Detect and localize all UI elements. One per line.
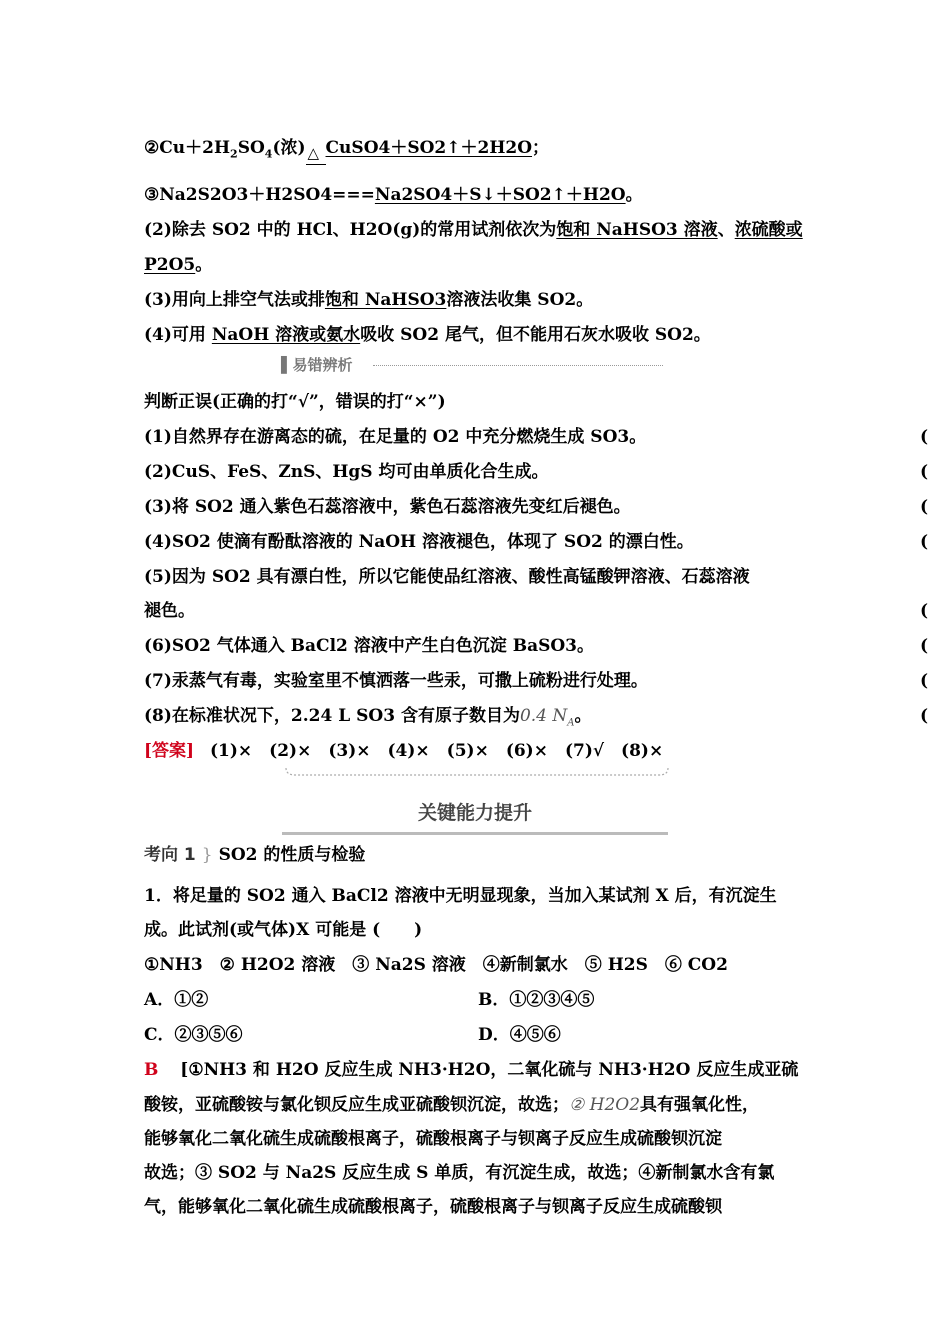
para3-end: 溶液法收集 SO2。 <box>446 290 594 310</box>
para-4 <box>144 323 711 347</box>
section-title: ▌易错辨析 <box>281 356 353 374</box>
choice-a: A．①② <box>144 990 209 1010</box>
delta-symbol: △ <box>307 144 320 162</box>
para2-reagent1: 饱和 NaHSO3 溶液 <box>556 220 718 240</box>
topic-label: 考向 1 <box>144 845 196 865</box>
answer-label: [答案] <box>144 741 195 761</box>
banner-title: 关键能力提升 <box>417 802 532 824</box>
judge-item-4: (4)SO2 使滴有酚酞溶液的 NaOH 溶液褪色，体现了 SO2 的漂白性。 <box>144 532 694 552</box>
section-title-text: 易错辨析 <box>292 356 353 374</box>
eq2-so: SO <box>237 138 265 158</box>
judge-title: 判断正误(正确的打“√”，错误的打“×”) <box>144 392 446 412</box>
para-2-line1 <box>144 218 803 242</box>
judge-paren-3: ( <box>920 497 929 517</box>
para2-end: 。 <box>195 255 213 275</box>
judge-paren-5: ( <box>920 601 929 621</box>
para4-end: 吸收 SO2 尾气，但不能用石灰水吸收 SO2。 <box>360 325 711 345</box>
judge-item-3: (3)将 SO2 通入紫色石蕊溶液中，紫色石蕊溶液先变红后褪色。 <box>144 497 631 517</box>
eq2-product: CuSO4＋SO2↑＋2H2O <box>325 138 533 158</box>
para2-reagent3: P2O5 <box>144 255 196 275</box>
eq2-sub: 2 <box>230 147 238 161</box>
para2-reagent2: 浓硫酸或 <box>734 220 803 240</box>
eq3-end: 。 <box>625 185 643 205</box>
judge-item-8 <box>144 704 592 728</box>
section-dots <box>373 365 663 366</box>
solution-answer: B <box>144 1060 159 1080</box>
judge-paren-2: ( <box>920 462 929 482</box>
para3-text: (3)用向上排空气法或排 <box>144 290 325 310</box>
topic-brace: } <box>201 845 213 865</box>
judge-item-1: (1)自然界存在游离态的硫，在足量的 O2 中充分燃烧生成 SO3。 <box>144 427 647 447</box>
answer-line <box>144 739 663 763</box>
judge-item-7: (7)汞蒸气有毒，实验室里不慎洒落一些汞，可撒上硫粉进行处理。 <box>144 671 648 691</box>
eq2-sub4: 4 <box>264 147 273 161</box>
question-1-line2: 成。此试剂(或气体)X 可能是 ( ) <box>144 920 423 940</box>
eq2-conc: (浓) <box>272 138 306 158</box>
para4-text: (4)可用 <box>144 325 212 345</box>
judge-paren-8: ( <box>920 706 929 726</box>
eq2-prefix: ②Cu＋2H <box>144 138 231 158</box>
topic-heading <box>144 842 365 868</box>
solution-line4: 故选；③ SO2 与 Na2S 反应生成 S 单质，有沉淀生成，故选；④新制氯水含有氯 <box>144 1163 775 1183</box>
solution-line2 <box>144 1093 759 1117</box>
para2-sep: 、 <box>717 220 735 240</box>
para3-under: 饱和 NaHSO3 <box>324 290 447 310</box>
judge-item-2: (2)CuS、FeS、ZnS、HgS 均可由单质化合生成。 <box>144 462 549 482</box>
solution-line5: 气，能够氧化二氧化硫生成硫酸根离子，硫酸根离子与钡离子反应生成硫酸钡 <box>144 1197 722 1217</box>
key-ability-banner <box>282 796 668 835</box>
eq2-end: ； <box>532 138 550 158</box>
answer-text: (1)× (2)× (3)× (4)× (5)× (6)× (7)√ (8)× <box>210 741 664 761</box>
choice-c: C．②③⑤⑥ <box>144 1025 243 1045</box>
judge-item-5: (5)因为 SO2 具有漂白性，所以它能使品红溶液、酸性高锰酸钾溶液、石蕊溶液 <box>144 567 750 587</box>
judge-paren-4: ( <box>920 532 929 552</box>
question-1-line1: 1．将足量的 SO2 通入 BaCl2 溶液中无明显现象，当加入某试剂 X 后，有沉淀生 <box>144 886 777 906</box>
solution-line3: 能够氧化二氧化硫生成硫酸根离子，硫酸根离子与钡离子反应生成硫酸钡沉淀 <box>144 1129 722 1149</box>
question-1-options: ①NH3 ② H2O2 溶液 ③ Na2S 溶液 ④新制氯水 ⑤ H2S ⑥ CO2 <box>144 955 728 975</box>
eq3-reactants: ③Na2S2O3＋H2SO4=== <box>144 185 375 205</box>
eq3-products: Na2SO4＋S↓＋SO2↑＋H2O <box>374 185 626 205</box>
para4-under: NaOH 溶液或氨水 <box>211 325 361 345</box>
solution-math: ② H2O2 <box>569 1095 641 1115</box>
judge-paren-7: ( <box>920 671 929 691</box>
equation-2 <box>144 136 549 160</box>
topic-title: SO2 的性质与检验 <box>218 845 366 865</box>
solution-line1 <box>144 1058 798 1082</box>
judge-item-8-math: 0.4 N <box>519 706 568 726</box>
choice-b: B．①②③④⑤ <box>478 990 595 1010</box>
judge-paren-6: ( <box>920 636 929 656</box>
section-header-errors <box>281 356 669 374</box>
solution-text-2b: 具有强氧化性， <box>640 1095 760 1115</box>
para2-text: (2)除去 SO2 中的 HCl、H2O(g)的常用试剂依次为 <box>144 220 557 240</box>
judge-item-8-sub: A <box>567 717 575 729</box>
solution-text-2a: 酸铵，亚硫酸铵与氯化钡反应生成亚硫酸钡沉淀，故选； <box>144 1095 569 1115</box>
judge-item-8-end: 。 <box>574 706 592 726</box>
judge-item-8-text: (8)在标准状况下，2.24 L SO3 含有原子数目为 <box>144 706 520 726</box>
solution-text-1: [①NH3 和 H2O 反应生成 NH3·H2O，二氧化硫与 NH3·H2O 反应生成亚硫 <box>180 1060 799 1080</box>
judge-item-5-cont: 褪色。 <box>144 601 195 621</box>
para-2-line2 <box>144 253 212 277</box>
section-divider <box>285 766 669 784</box>
equation-3 <box>144 183 643 207</box>
choice-d: D．④⑤⑥ <box>478 1025 561 1045</box>
eq-line <box>306 164 326 165</box>
para-3 <box>144 288 593 312</box>
judge-item-6: (6)SO2 气体通入 BaCl2 溶液中产生白色沉淀 BaSO3。 <box>144 636 595 656</box>
judge-paren-1: ( <box>920 427 929 447</box>
